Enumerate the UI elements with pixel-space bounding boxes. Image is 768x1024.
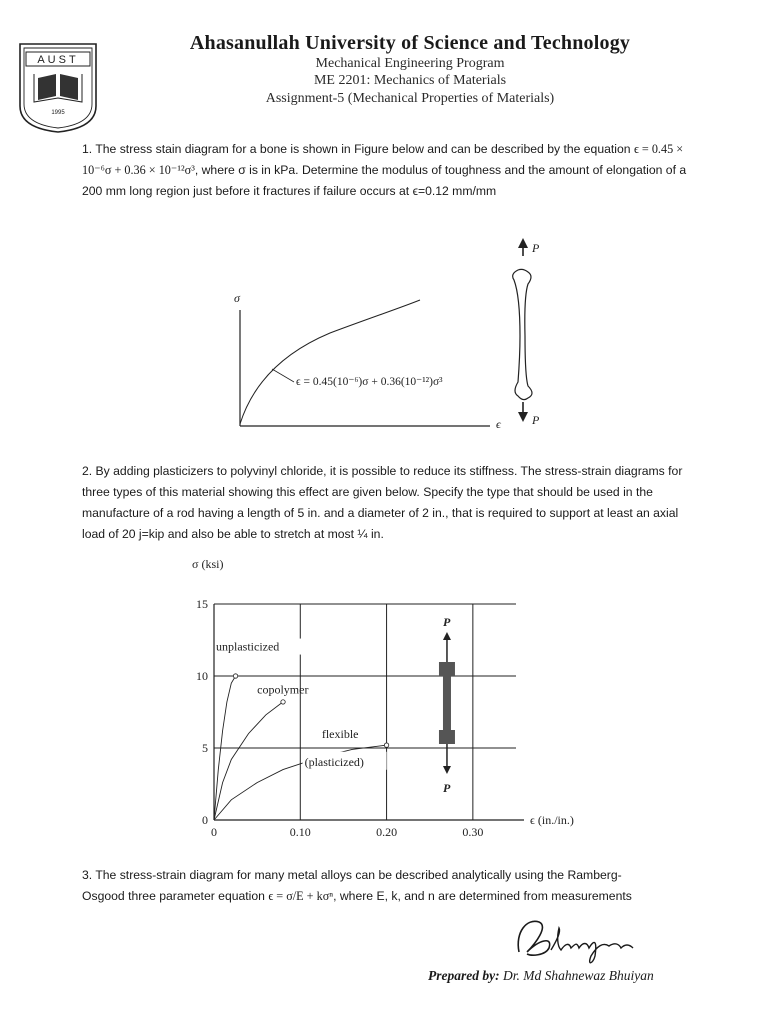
university-title: Ahasanullah University of Science and Technology: [189, 32, 631, 54]
course-line: ME 2201: Mechanics of Materials: [313, 73, 507, 88]
prepared-name: Dr. Md Shahnewaz Bhuiyan: [499, 968, 654, 983]
fig1-x-label: ϵ: [496, 417, 501, 431]
bone-icon: [513, 238, 540, 427]
question-3-text-c: , where E, k, and n are determined from measurements: [333, 889, 632, 903]
series-end-point: [281, 700, 285, 704]
fig1-load-bottom: P: [532, 413, 540, 427]
fig1-leader: [272, 369, 294, 382]
assignment-line: Assignment-5 (Mechanical Properties of Materials): [265, 91, 555, 106]
question-2: 2. By adding plasticizers to polyvinyl chloride, it is possible to reduce its stiffness. The stress-strain diagrams for three types of this material showing this effect are given below. Specify the type that should be used in the manufacture of a rod having a length of 5 in. and a diameter of 2 in., that is required to support at least an axial load of 20 j=kip and also be able to stretch at most ¼ in.: [82, 464, 683, 541]
series-label-copolymer: copolymer: [257, 682, 309, 697]
y-tick-label: 15: [196, 597, 208, 611]
specimen-grip-bottom: [439, 730, 455, 744]
program-line: Mechanical Engineering Program: [315, 56, 505, 71]
x-tick-label: 0.20: [376, 825, 398, 839]
load-label-top: P: [442, 615, 451, 629]
series-end-point: [384, 743, 388, 747]
fig1-load-top: P: [532, 241, 540, 255]
x-axis-label: ϵ (in./in.): [530, 813, 574, 827]
x-tick-label: 0: [211, 825, 217, 839]
question-1: [82, 139, 692, 202]
prepared-label: Prepared by:: [428, 968, 500, 983]
y-tick-label: 10: [196, 669, 208, 683]
seal-text: AUST: [37, 54, 79, 66]
question-3-text-b: Osgood three parameter equation: [82, 889, 269, 903]
x-tick-label: 0.30: [462, 825, 484, 839]
pvc-stress-strain-chart: [180, 552, 600, 842]
fig1-curve: [240, 300, 420, 424]
bone-stress-strain-figure: [220, 236, 560, 436]
x-tick-label: 0.10: [289, 825, 311, 839]
question-1-text-a: 1. The stress stain diagram for a bone is shown in Figure below and can be described by the equation: [82, 142, 634, 156]
series-label-flexible: flexible: [321, 726, 359, 741]
specimen-gauge: [443, 676, 451, 730]
question-1-equation: ϵ = 0.45 × 10⁻⁶σ + 0.36 × 10⁻¹²σ³: [82, 142, 684, 177]
series-label-unplasticized: unplasticized: [216, 639, 280, 654]
question-3: [82, 865, 692, 907]
seal-year: 1995: [51, 110, 65, 116]
question-3-text-a: 3. The stress-strain diagram for many metal alloys can be described analytically using the Ramberg-: [82, 868, 622, 882]
question-1-text-b: , where σ is in kPa. Determine the modulus of toughness and the amount of elongation of a 200 mm long region just before it fractures if failure occurs at ϵ=0.12 mm/mm: [82, 163, 687, 198]
university-seal-icon: [16, 38, 100, 134]
signature-icon: [505, 912, 660, 972]
arrow-up-icon: [443, 632, 451, 640]
load-label-bottom: P: [442, 781, 451, 795]
prepared-by: [428, 968, 728, 984]
specimen-grip-top: [439, 662, 455, 676]
arrow-down-icon: [443, 766, 451, 774]
y-axis-label: σ (ksi): [192, 557, 224, 571]
question-3-equation: ϵ = σ/E + kσⁿ: [268, 889, 334, 903]
y-tick-label: 0: [202, 813, 208, 827]
fig1-curve-label: ϵ = 0.45(10⁻⁶)σ + 0.36(10⁻¹²)σ³: [296, 376, 443, 388]
fig1-y-label: σ: [234, 291, 240, 305]
y-tick-label: 5: [202, 741, 208, 755]
series-end-point: [233, 674, 237, 678]
series-label-plasticized: (plasticized): [304, 754, 364, 769]
